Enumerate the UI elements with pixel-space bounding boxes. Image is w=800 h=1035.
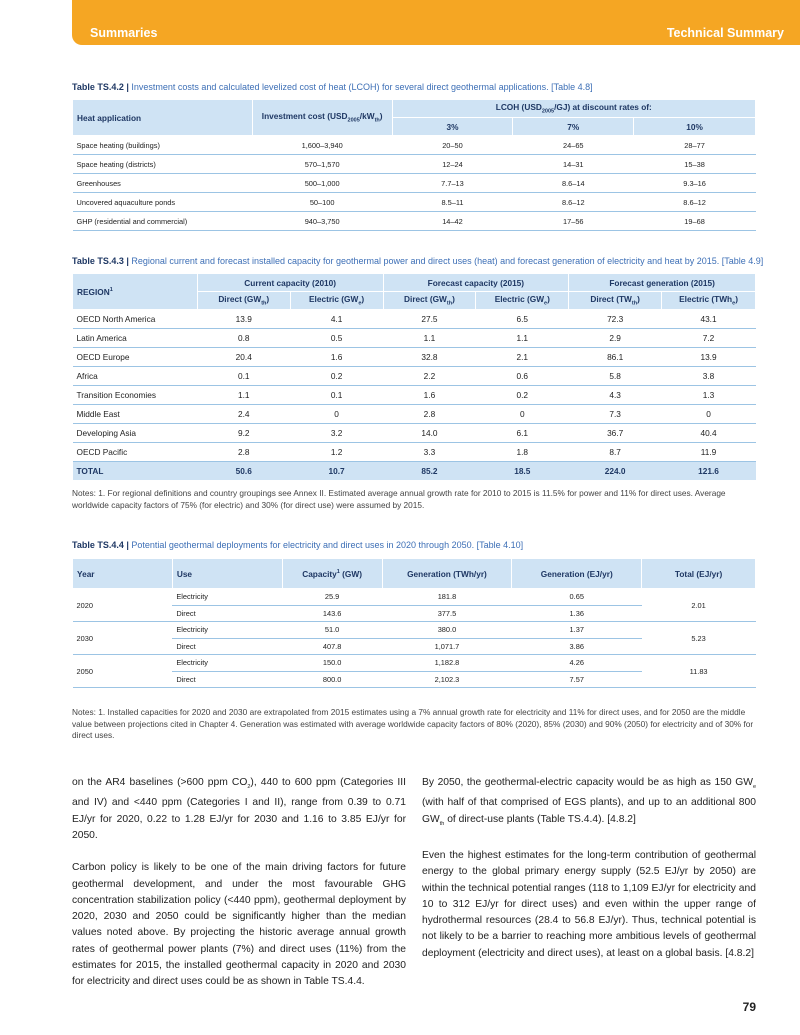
table-cell: 8.7 — [569, 443, 662, 462]
table-cell: 0 — [662, 405, 756, 424]
table-cell: Africa — [73, 367, 198, 386]
table-cell: 2.8 — [197, 443, 290, 462]
table-cell: 2.9 — [569, 329, 662, 348]
table-cell: 0 — [476, 405, 569, 424]
col-header-sub: Direct $(GW_{th})$ — [383, 292, 476, 310]
table-cell: 181.8 — [382, 589, 512, 606]
table-cell: Transition Economies — [73, 386, 198, 405]
table-row — [73, 310, 756, 329]
table-cell: 224.0 — [569, 462, 662, 481]
body-right-column — [422, 775, 756, 962]
table-row — [73, 329, 756, 348]
paragraph: Carbon policy is likely to be one of the main driving factors for future geothermal development, and under the most favourable GHG concentration stabilization policy (<440 ppm), geothermal deployment by 2020, 2030 and 2050 could be significantly higher than the median values noted above. By projecting the historic average annual growth rates of geothermal power plants (7%) and direct uses (11%) from the estimates for 2015, the installed geothermal capacity in 2020 and 2030 for electricity and direct uses could be as shown in Table TS.4.4. — [72, 862, 406, 988]
table-cell: 1,182.8 — [382, 655, 512, 672]
table-cell: 1.8 — [476, 443, 569, 462]
header-banner — [72, 0, 800, 45]
table-cell: 2.1 — [476, 348, 569, 367]
table-cell: 1.36 — [512, 605, 642, 622]
table-cell: Developing Asia — [73, 424, 198, 443]
table-cell: Uncovered aquaculture ponds — [73, 193, 253, 212]
table-cell: 13.9 — [197, 310, 290, 329]
table-cell: 43.1 — [662, 310, 756, 329]
table-cell: 85.2 — [383, 462, 476, 481]
col-group-forecast-generation: Forecast generation (2015) — [569, 274, 756, 292]
table-ts43-notes: Notes: 1. For regional definitions and country groupings see Annex II. Estimated average annual growth rate for 2010 to 2015 is 11.5% for power and 11% for direct uses. Average worldwide capacity factors of 75% (for electric) and 30% (for direct use) were assumed by 2015. — [72, 488, 726, 510]
table-row — [73, 655, 756, 672]
table-row — [73, 443, 756, 462]
table-cell: 24–65 — [513, 136, 634, 155]
table-cell: 0.2 — [476, 386, 569, 405]
table-ts42 — [72, 99, 756, 231]
table-cell: 8.6–12 — [634, 193, 756, 212]
table-cell: 32.8 — [383, 348, 476, 367]
col-header-sub: Direct $(TW_{th})$ — [569, 292, 662, 310]
table-cell: 8.6–14 — [513, 174, 634, 193]
table-cell: 72.3 — [569, 310, 662, 329]
table-cell: 14–31 — [513, 155, 634, 174]
table-cell: 6.1 — [476, 424, 569, 443]
table-cell: OECD Pacific — [73, 443, 198, 462]
table-cell: 1.1 — [383, 329, 476, 348]
table-row — [73, 212, 756, 231]
table-cell: Direct — [172, 638, 282, 655]
table-row — [73, 136, 756, 155]
table-cell: 86.1 — [569, 348, 662, 367]
col-group-forecast-capacity: Forecast capacity (2015) — [383, 274, 569, 292]
table-cell: 380.0 — [382, 622, 512, 639]
table-cell: 1.6 — [383, 386, 476, 405]
table-ts43-caption: Table TS.4.3 | Regional current and forecast installed capacity for geothermal power and direct uses (heat) and forecast generation of electricity and heat by 2015. [Table 4.9] — [72, 256, 764, 266]
table-cell: 20.4 — [197, 348, 290, 367]
table-cell: 17–56 — [513, 212, 634, 231]
table-cell: 1.1 — [197, 386, 290, 405]
table-cell: 0.8 — [197, 329, 290, 348]
table-cell: 3.2 — [290, 424, 383, 443]
table-total-row — [73, 462, 756, 481]
col-header-rate-7: 7% — [513, 118, 634, 136]
table-cell: 0.5 — [290, 329, 383, 348]
table-cell: 8.5–11 — [392, 193, 513, 212]
table-cell: 11.9 — [662, 443, 756, 462]
table-cell: 50.6 — [197, 462, 290, 481]
table-cell: 4.3 — [569, 386, 662, 405]
page-number: 79 — [742, 1000, 756, 1014]
table-cell: 5.23 — [642, 622, 756, 655]
table-cell: Space heating (districts) — [73, 155, 253, 174]
table-ts44 — [72, 558, 756, 688]
table-cell: 9.3–16 — [634, 174, 756, 193]
col-header-generation-ej: Generation (EJ/yr) — [512, 559, 642, 589]
section-label: Summaries — [90, 26, 158, 40]
table-cell: 143.6 — [282, 605, 382, 622]
table-cell: GHP (residential and commercial) — [73, 212, 253, 231]
col-header-rate-10: 10% — [634, 118, 756, 136]
table-row — [73, 367, 756, 386]
table-cell: 11.83 — [642, 655, 756, 688]
table-cell: 6.5 — [476, 310, 569, 329]
table-cell: 1.2 — [290, 443, 383, 462]
table-cell: 1.3 — [662, 386, 756, 405]
table-cell: 1,071.7 — [382, 638, 512, 655]
col-header-heat-application: Heat application — [73, 100, 253, 136]
table-cell: 3.86 — [512, 638, 642, 655]
col-header-generation-twh: Generation (TWh/yr) — [382, 559, 512, 589]
table-cell: 0.6 — [476, 367, 569, 386]
table-cell: 3.3 — [383, 443, 476, 462]
table-cell: Greenhouses — [73, 174, 253, 193]
table-row — [73, 155, 756, 174]
table-cell: 7.3 — [569, 405, 662, 424]
table-cell: 20–50 — [392, 136, 513, 155]
table-cell: 3.8 — [662, 367, 756, 386]
col-header-year: Year — [73, 559, 173, 589]
table-cell: Electricity — [172, 589, 282, 606]
table-cell: 0.65 — [512, 589, 642, 606]
table-cell: 8.6–12 — [513, 193, 634, 212]
table-cell: 7.57 — [512, 671, 642, 688]
col-header-sub: Electric (TWh$_e$) — [662, 292, 756, 310]
table-cell: 2,102.3 — [382, 671, 512, 688]
table-cell: 25.9 — [282, 589, 382, 606]
table-cell: 150.0 — [282, 655, 382, 672]
table-cell: Space heating (buildings) — [73, 136, 253, 155]
table-cell: 5.8 — [569, 367, 662, 386]
table-cell: Direct — [172, 605, 282, 622]
table-cell: OECD North America — [73, 310, 198, 329]
table-cell: 7.7–13 — [392, 174, 513, 193]
table-cell: 1.6 — [290, 348, 383, 367]
table-ts42-caption: Table TS.4.2 | Investment costs and calculated levelized cost of heat (LCOH) for several direct geothermal applications. [Table 4.8] — [72, 82, 593, 92]
table-cell: 800.0 — [282, 671, 382, 688]
table-cell: 2.8 — [383, 405, 476, 424]
table-row — [73, 622, 756, 639]
table-cell: 2.4 — [197, 405, 290, 424]
table-cell: 19–68 — [634, 212, 756, 231]
table-row — [73, 348, 756, 367]
col-header-total: Total (EJ/yr) — [642, 559, 756, 589]
table-ts44-notes: Notes: 1. Installed capacities for 2020 and 2030 are extrapolated from 2015 estimates using a 7% annual growth rate for electricity and 11% for direct uses, and for 2050 are the middle value between projections cited in Chapter 4. Generation was estimated with average worldwide capacity factors of 80% (2020), 85% (2030) and 90% (2050) for electricity and of 30% for direct uses. — [72, 707, 754, 740]
table-row — [73, 405, 756, 424]
table-ts44-caption: Table TS.4.4 | Potential geothermal deployments for electricity and direct uses in 2020 through 2050. [Table 4.10] — [72, 540, 524, 550]
table-cell: 0.1 — [197, 367, 290, 386]
table-cell: 0.2 — [290, 367, 383, 386]
chapter-label: Technical Summary — [666, 26, 784, 40]
table-cell: 13.9 — [662, 348, 756, 367]
col-header-investment: Investment cost $(USD_{2005}/kW_{th})$ — [252, 100, 392, 136]
table-cell: OECD Europe — [73, 348, 198, 367]
table-cell: 407.8 — [282, 638, 382, 655]
table-ts43 — [72, 273, 756, 480]
col-header-lcoh: LCOH $(USD_{2005}/GJ)$ at discount rates of: — [392, 100, 755, 118]
table-cell: 50–100 — [252, 193, 392, 212]
table-cell: 4.26 — [512, 655, 642, 672]
table-cell: 18.5 — [476, 462, 569, 481]
table-cell: 9.2 — [197, 424, 290, 443]
table-row — [73, 424, 756, 443]
table-cell: 2020 — [73, 589, 173, 622]
table-cell: 121.6 — [662, 462, 756, 481]
table-cell: TOTAL — [73, 462, 198, 481]
table-cell: 377.5 — [382, 605, 512, 622]
table-cell: 2.2 — [383, 367, 476, 386]
table-cell: 1.1 — [476, 329, 569, 348]
table-cell: 940–3,750 — [252, 212, 392, 231]
table-row — [73, 386, 756, 405]
table-cell: Electricity — [172, 622, 282, 639]
table-cell: 0.1 — [290, 386, 383, 405]
table-cell: 12–24 — [392, 155, 513, 174]
table-cell: 500–1,000 — [252, 174, 392, 193]
table-row — [73, 193, 756, 212]
table-row — [73, 174, 756, 193]
table-cell: 14–42 — [392, 212, 513, 231]
table-cell: 2050 — [73, 655, 173, 688]
table-cell: 7.2 — [662, 329, 756, 348]
table-cell: 14.0 — [383, 424, 476, 443]
table-cell: 15–38 — [634, 155, 756, 174]
col-header-sub: Electric $(GW_e)$ — [290, 292, 383, 310]
table-cell: 28–77 — [634, 136, 756, 155]
body-left-column — [72, 775, 406, 991]
col-header-use: Use — [172, 559, 282, 589]
table-cell: 2.01 — [642, 589, 756, 622]
table-cell: 36.7 — [569, 424, 662, 443]
paragraph: By 2050, the geothermal-electric capacity would be as high as 150 $GW_e$ (with half of that comprised of EGS plants), and up to an additional 800 $GW_{th}$ of direct-use plants (Table TS.4.4). [4.8.2] — [422, 777, 756, 827]
col-group-current: Current capacity (2010) — [197, 274, 383, 292]
col-header-capacity: Capacity$^1$ (GW) — [282, 559, 382, 589]
col-header-sub: Direct $(GW_{th})$ — [197, 292, 290, 310]
table-cell: 40.4 — [662, 424, 756, 443]
col-header-sub: Electric $(GW_e)$ — [476, 292, 569, 310]
table-cell: 0 — [290, 405, 383, 424]
table-cell: 2030 — [73, 622, 173, 655]
table-cell: 51.0 — [282, 622, 382, 639]
table-row — [73, 589, 756, 606]
table-cell: Electricity — [172, 655, 282, 672]
table-cell: 1,600–3,940 — [252, 136, 392, 155]
col-header-region: REGION$^1$ — [73, 274, 198, 310]
table-cell: 1.37 — [512, 622, 642, 639]
table-cell: 10.7 — [290, 462, 383, 481]
col-header-rate-3: 3% — [392, 118, 513, 136]
paragraph: Even the highest estimates for the long-term contribution of geothermal energy to the global primary energy supply (52.5 EJ/yr by 2050) are within the technical potential ranges (118 to 1,109 EJ/yr for electricity and 10 to 312 EJ/yr for direct uses) and even within the upper range of hydrothermal resources (28.4 to 56.8 EJ/yr). Thus, technical potential is not likely to be a barrier to reaching more ambitious levels of geothermal deployment (electricity and direct uses), at least on a global basis. [4.8.2] — [422, 849, 756, 959]
table-cell: 27.5 — [383, 310, 476, 329]
table-cell: 570–1,570 — [252, 155, 392, 174]
table-cell: 4.1 — [290, 310, 383, 329]
table-cell: Latin America — [73, 329, 198, 348]
table-cell: Direct — [172, 671, 282, 688]
paragraph: on the AR4 baselines (>600 ppm $CO_2$), 440 to 600 ppm (Categories III and IV) and <440 ppm (Categories I and II), range from 0.39 to 0.71 EJ/yr for 2020, 0.22 to 1.28 EJ/yr for 2030 and 1.16 to 3.85 EJ/yr for 2050. — [72, 777, 406, 841]
table-cell: Middle East — [73, 405, 198, 424]
